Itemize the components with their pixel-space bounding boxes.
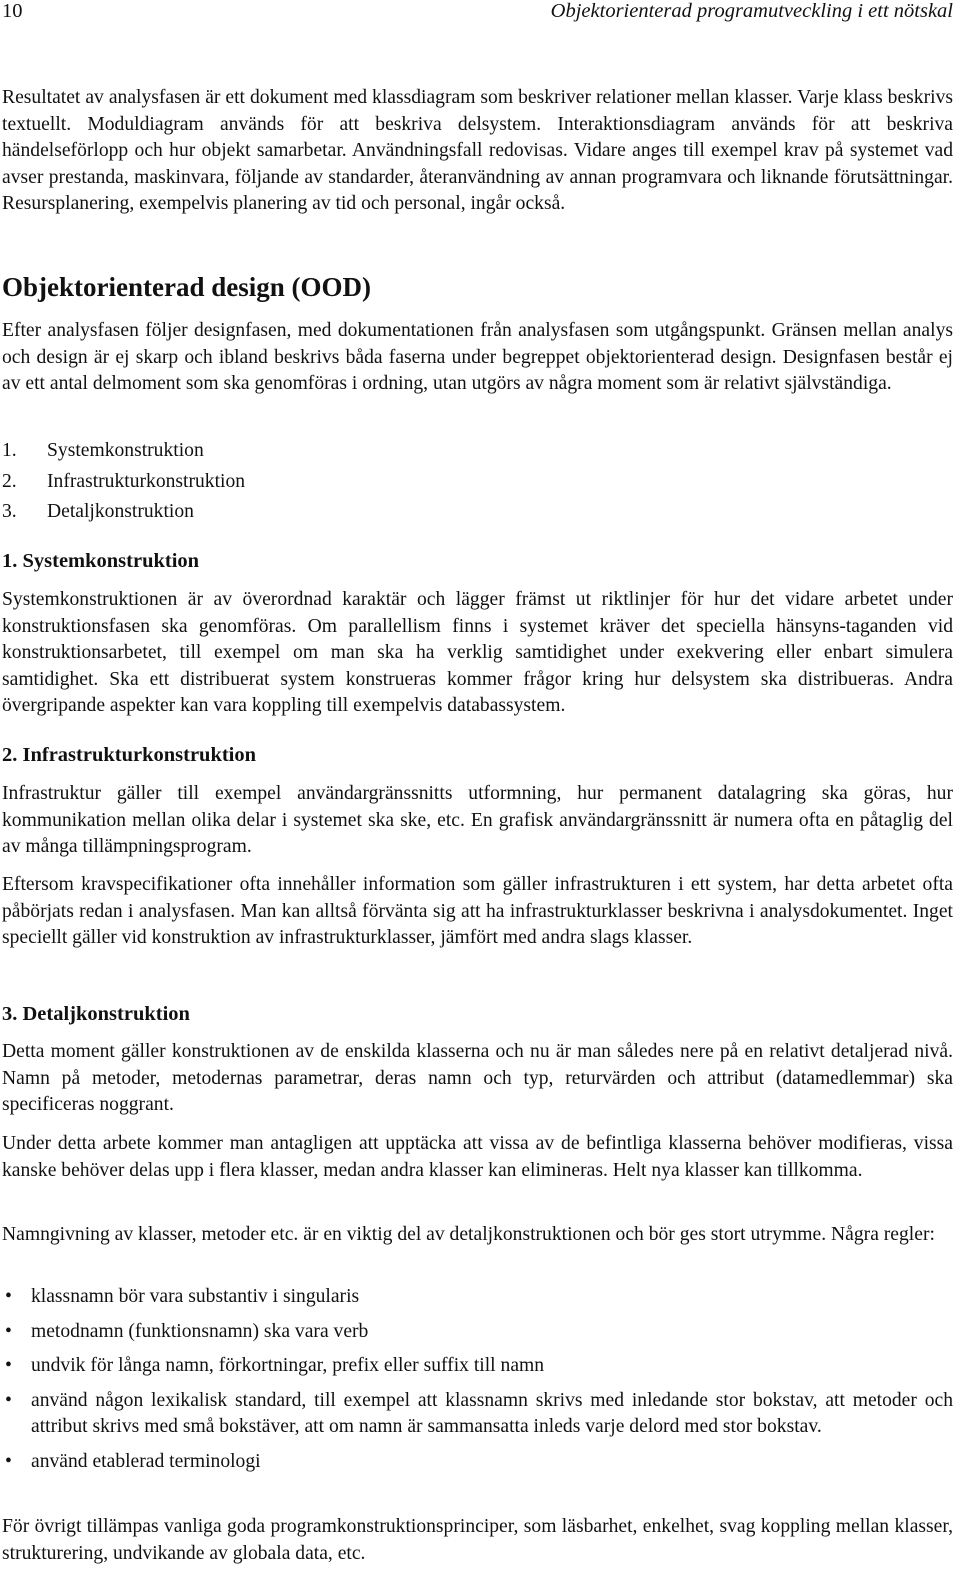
list-item-text: undvik för långa namn, förkortningar, prefix eller suffix till namn bbox=[31, 1355, 545, 1376]
list-item bbox=[2, 1388, 953, 1441]
list-item-text: använd etablerad terminologi bbox=[31, 1450, 261, 1472]
ood-paragraph: Efter analysfasen följer designfasen, med dokumentationen från analysfasen som utgångspunkt. Gränsen mellan analys och design är ej skarp och ibland beskrivs båda faserna under begreppet objektorienterad design. Designfasen består ej av ett antal delmoment som ska genomföras i ordning, utan utgörs av några moment som är relativt självständiga. bbox=[2, 320, 953, 394]
page-number: 10 bbox=[2, 0, 23, 22]
bullet-icon: • bbox=[5, 1450, 12, 1472]
intro-paragraph: Resultatet av analysfasen är ett dokument med klassdiagram som beskriver relationer mellan klasser. Varje klass beskrivs textuellt. Moduldiagram används för att beskriva delsystem. Interaktionsdiagram används för att beskriva händelseförlopp och hur objekt samarbetar. Användningsfall redovisas. Vidare anges till exempel krav på systemet vad avser prestanda, maskinvara, följande av standarder, återanvändning av annan programvara och liknande förutsättningar. Resursplanering, exempelvis planering av tid och personal, ingår också. bbox=[2, 87, 953, 214]
list-item-text: metodnamn (funktionsnamn) ska vara verb bbox=[31, 1320, 369, 1342]
bullet-icon: • bbox=[5, 1389, 12, 1411]
list-item bbox=[2, 469, 245, 500]
list-item-label: Detaljkonstruktion bbox=[47, 501, 194, 522]
detalj-paragraph-2: Under detta arbete kommer man antagligen att upptäcka att vissa av de befintliga klasserna behöver modifieras, vissa kanske behöver delas upp i flera klasser, medan andra klasser kan elimineras. Helt nya klasser kan tillkomma. bbox=[2, 1133, 953, 1181]
subheading-systemkonstruktion: 1. Systemkonstruktion bbox=[2, 550, 200, 572]
list-item-number: 2. bbox=[2, 470, 17, 492]
list-item bbox=[2, 499, 245, 530]
list-item-text: använd någon lexikalisk standard, till exempel att klassnamn skrivs med inledande stor bokstav, att metoder och attribut skrivs med små bokstäver, att om namn är sammansatta inleds varje delord med stor bokstav. bbox=[31, 1389, 953, 1437]
list-item bbox=[2, 1353, 953, 1380]
closing-paragraph: För övrigt tillämpas vanliga goda programkonstruktionsprinciper, som läsbarhet, enkelhet, svag koppling mellan klasser, strukturering, undvikande av globala data, etc. bbox=[2, 1516, 953, 1564]
bullet-icon: • bbox=[5, 1355, 12, 1376]
detalj-paragraph-3: Namngivning av klasser, metoder etc. är en viktig del av detaljkonstruktionen och bör ges stort utrymme. Några regler: bbox=[2, 1224, 935, 1245]
running-title: Objektorienterad programutveckling i ett nötskal bbox=[550, 0, 953, 22]
subheading-infrastrukturkonstruktion: 2. Infrastrukturkonstruktion bbox=[2, 744, 257, 766]
list-item-number: 1. bbox=[2, 440, 17, 461]
bullet-icon: • bbox=[5, 1320, 12, 1342]
section-heading-ood: Objektorienterad design (OOD) bbox=[2, 272, 371, 302]
list-item bbox=[2, 438, 245, 469]
design-steps-list bbox=[2, 438, 245, 530]
infrastruktur-paragraph-2: Eftersom kravspecifikationer ofta innehåller information som gäller infrastrukturen i ett system, har detta arbetet ofta påbörjats redan i analysfasen. Man kan alltså förvänta sig att ha infrastrukturklasser beskrivna i analysdokumentet. Inget speciellt gäller vid konstruktion av infrastrukturklasser, jämfört med andra slags klasser. bbox=[2, 874, 953, 948]
list-item-label: Infrastrukturkonstruktion bbox=[47, 470, 246, 492]
bullet-icon: • bbox=[5, 1286, 12, 1307]
subheading-detaljkonstruktion: 3. Detaljkonstruktion bbox=[2, 1003, 190, 1025]
list-item bbox=[2, 1449, 953, 1476]
list-item-text: klassnamn bör vara substantiv i singularis bbox=[31, 1286, 360, 1307]
detalj-paragraph-1: Detta moment gäller konstruktionen av de enskilda klasserna och nu är man således nere på en relativt detaljerad nivå. Namn på metoder, metodernas parametrar, deras namn och typ, returvärden och attribut (datamedlemmar) ska specificeras noggrant. bbox=[2, 1041, 953, 1115]
list-item bbox=[2, 1284, 953, 1311]
systemkonstruktion-paragraph: Systemkonstruktionen är av överordnad karaktär och lägger främst ut riktlinjer för hur det vidare arbetet under konstruktionsfasen ska genomföras. Om parallellism finns i systemet kräver det speciella hänsyns-taganden vid konstruktionsarbetet, till exempel om man ska ha verklig samtidighet under exekvering eller enbart simulera samtidighet. Ska ett distribuerat system konstrueras kommer frågor kring hur delsystem ska distribueras. Andra övergripande aspekter kan vara koppling till exempelvis databassystem. bbox=[2, 589, 953, 716]
running-header bbox=[2, 0, 953, 26]
infrastruktur-paragraph-1: Infrastruktur gäller till exempel användargränssnitts utformning, hur permanent datalagring ska göras, hur kommunikation mellan olika delar i systemet ska ske, etc. En grafisk användargränssnitt är numera ofta en påtaglig del av många tillämpningsprogram. bbox=[2, 783, 953, 857]
list-item bbox=[2, 1319, 953, 1346]
naming-rules-list bbox=[2, 1284, 953, 1483]
list-item-label: Systemkonstruktion bbox=[47, 440, 204, 461]
list-item-number: 3. bbox=[2, 501, 17, 522]
